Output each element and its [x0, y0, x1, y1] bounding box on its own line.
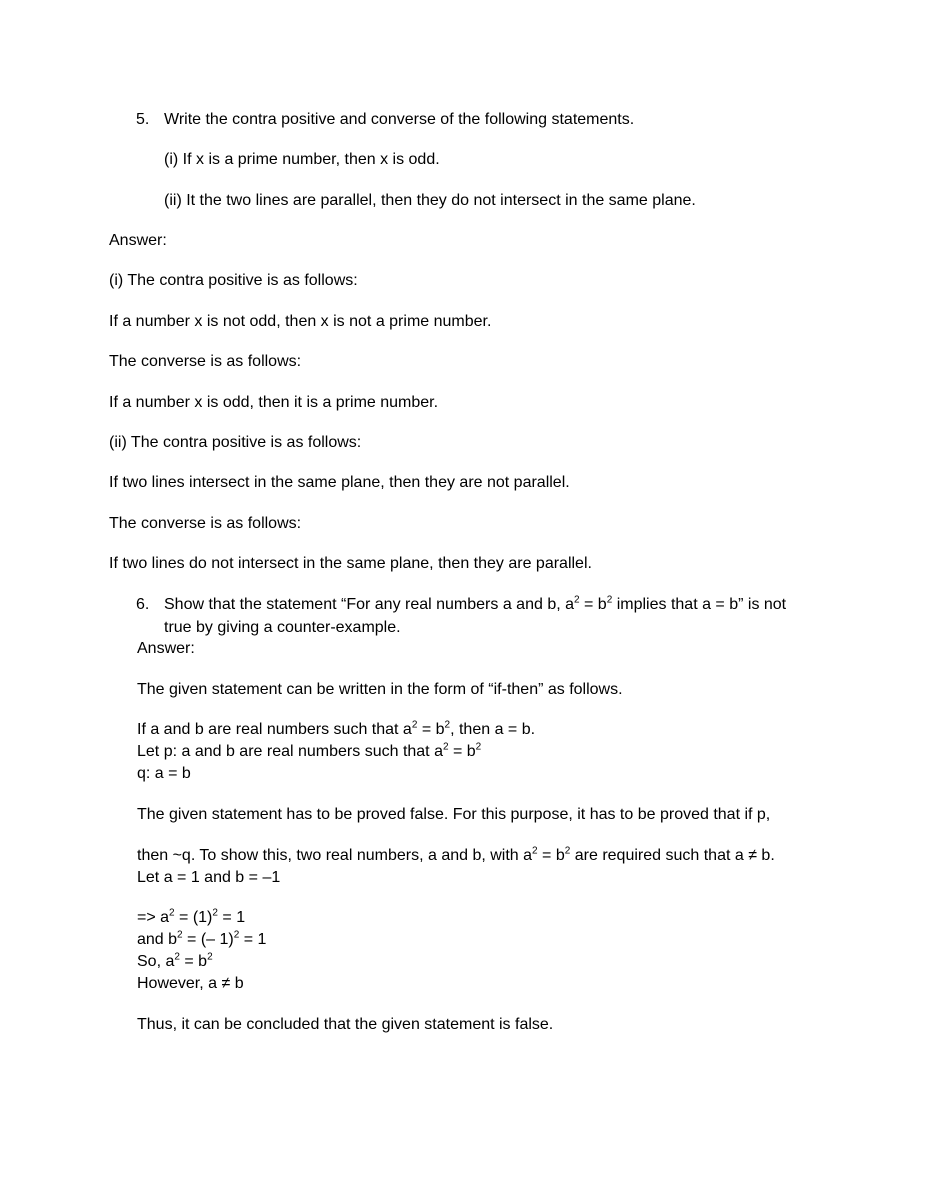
- q6-answer-label: Answer:: [137, 640, 195, 657]
- q6-let-ab: Let a = 1 and b = –1: [137, 869, 281, 886]
- text-part: If a and b are real numbers such that a: [137, 721, 412, 738]
- exponent: 2: [233, 929, 240, 941]
- q6-q-def: q: a = b: [137, 765, 191, 782]
- exponent: 2: [574, 594, 580, 606]
- q5-ans1-converse: If a number x is odd, then it is a prime number.: [109, 394, 439, 411]
- q6-conclusion: Thus, it can be concluded that the given statement is false.: [137, 1016, 554, 1033]
- text-part: = b: [179, 953, 208, 970]
- q6-however: However, a ≠ b: [137, 975, 244, 992]
- text-part: => a: [137, 909, 170, 926]
- q5-ans1-contra: If a number x is not odd, then x is not a prime number.: [109, 313, 492, 330]
- q5-prompt-text: Write the contra positive and converse of the following statements.: [164, 111, 635, 128]
- q6-prompt-part: = b: [579, 596, 607, 613]
- exponent: 2: [174, 951, 180, 963]
- text-part: So, a: [137, 953, 175, 970]
- q6-let-p: [137, 742, 481, 762]
- text-part: are required such that a ≠ b.: [570, 847, 775, 864]
- exponent: 2: [411, 719, 418, 731]
- exponent: 2: [564, 845, 571, 857]
- exponent: 2: [532, 845, 538, 857]
- exponent: 2: [207, 951, 213, 963]
- q6-step-1: [137, 908, 245, 928]
- text-part: , then a = b.: [450, 721, 536, 738]
- q5-answer-label: Answer:: [109, 232, 167, 249]
- text-part: then ~q. To show this, two real numbers, a and b, with a: [137, 847, 533, 864]
- text-part: = b: [537, 847, 565, 864]
- text-part: and b: [137, 931, 178, 948]
- q5-ans2-contra-heading: (ii) The contra positive is as follows:: [109, 434, 362, 451]
- q5-ans1-contra-heading: (i) The contra positive is as follows:: [109, 272, 358, 289]
- text-part: = b: [417, 721, 445, 738]
- exponent: 2: [177, 929, 183, 941]
- q5-ans1-converse-heading: The converse is as follows:: [109, 353, 302, 370]
- q6-if-then: [137, 720, 535, 740]
- q5-prompt: [136, 110, 634, 130]
- q6-number: 6.: [136, 596, 150, 613]
- exponent: 2: [444, 719, 451, 731]
- q5-ans2-contra: If two lines intersect in the same plane, then they are not parallel.: [109, 474, 570, 491]
- q6-then-not-q: [137, 846, 775, 866]
- exponent: 2: [212, 907, 218, 919]
- text-part: = (– 1): [182, 931, 234, 948]
- exponent: 2: [169, 907, 175, 919]
- q5-ans2-converse: If two lines do not intersect in the same plane, then they are parallel.: [109, 555, 592, 572]
- q6-proof-1: The given statement has to be proved false. For this purpose, it has to be proved that if p,: [137, 806, 771, 823]
- text-part: = b: [448, 743, 476, 760]
- q6-prompt-part: implies that a = b” is not: [612, 596, 787, 613]
- text-part: = 1: [239, 931, 267, 948]
- exponent: 2: [442, 741, 449, 753]
- q5-number: 5.: [136, 111, 150, 128]
- q6-prompt-line2: true by giving a counter-example.: [164, 619, 401, 636]
- q6-prompt-part: Show that the statement “For any real numbers a and b, a: [164, 596, 574, 613]
- q5-ans2-converse-heading: The converse is as follows:: [109, 515, 302, 532]
- q6-given-form: The given statement can be written in the form of “if-then” as follows.: [137, 681, 623, 698]
- text-part: = 1: [217, 909, 246, 926]
- q6-step-2: [137, 930, 266, 950]
- q6-step-3: [137, 952, 213, 972]
- q5-statement-2: (ii) It the two lines are parallel, then they do not intersect in the same plane.: [164, 192, 696, 209]
- q6-prompt: [136, 595, 786, 615]
- text-part: Let p: a and b are real numbers such that a: [137, 743, 443, 760]
- q5-statement-1: (i) If x is a prime number, then x is odd.: [164, 151, 440, 168]
- exponent: 2: [606, 594, 613, 606]
- text-part: = (1): [174, 909, 213, 926]
- exponent: 2: [475, 741, 482, 753]
